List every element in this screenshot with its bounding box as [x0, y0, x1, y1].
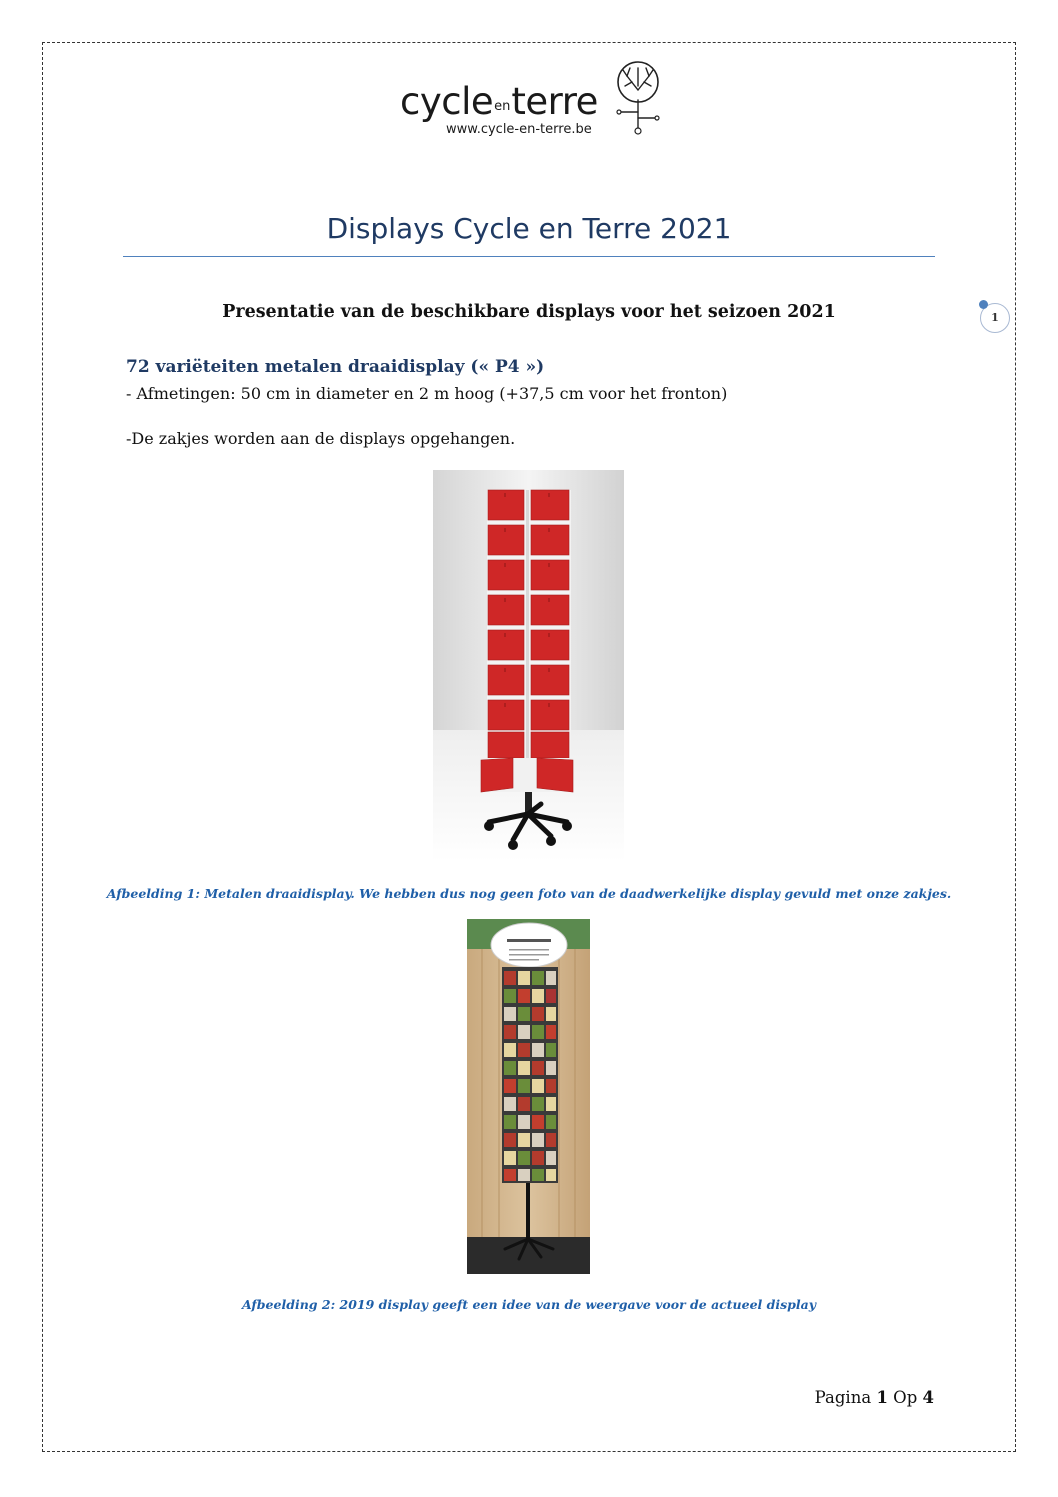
figure-metal-display-render: [433, 470, 624, 862]
logo-url: www.cycle-en-terre.be: [446, 122, 592, 137]
footer-current-page: 1: [876, 1388, 888, 1407]
dimensions-text: - Afmetingen: 50 cm in diameter en 2 m hoog (+37,5 cm voor het fronton): [126, 384, 728, 403]
footer-separator: Op: [893, 1388, 918, 1407]
figure-1-caption: Afbeelding 1: Metalen draaidisplay. We hebben dus nog geen foto van de daadwerkelijke display gevuld met onze zakjes.: [106, 886, 952, 901]
document-title: Displays Cycle en Terre 2021: [326, 212, 732, 245]
logo-wordmark: [400, 80, 598, 123]
logo-word-mid: en: [494, 99, 511, 114]
logo-word-right: terre: [511, 80, 598, 123]
figure-2-caption: Afbeelding 2: 2019 display geeft een idee van de weergave voor de actueel display: [241, 1297, 817, 1312]
title-divider: [123, 256, 935, 257]
footer-label: Pagina: [814, 1388, 872, 1407]
figure-2019-display-photo: [467, 919, 590, 1274]
page-number-badge-label: 1: [991, 311, 999, 324]
logo: [400, 60, 670, 140]
section-subtitle: Presentatie van de beschikbare displays voor het seizoen 2021: [222, 302, 836, 322]
footer-total-pages: 4: [922, 1388, 934, 1407]
page-footer: [815, 1388, 934, 1407]
hanging-text: -De zakjes worden aan de displays opgehangen.: [126, 429, 516, 448]
tree-icon: [613, 60, 663, 138]
logo-word-left: cycle: [400, 80, 494, 123]
display-heading: 72 variëteiten metalen draaidisplay (« P4 »): [126, 357, 545, 377]
